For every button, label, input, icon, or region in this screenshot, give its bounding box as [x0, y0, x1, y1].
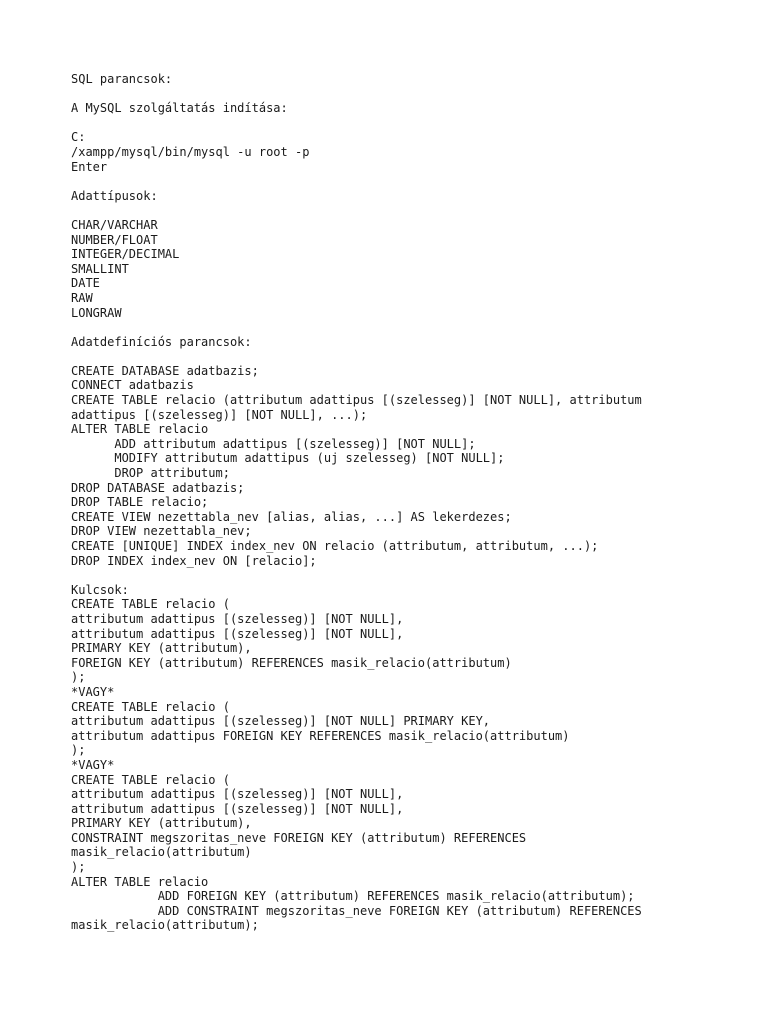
doc-line: CREATE TABLE relacio ( — [71, 699, 230, 714]
doc-line: DROP attributum; — [71, 466, 230, 481]
doc-line: *VAGY* — [71, 684, 115, 699]
doc-line: DROP DATABASE adatbazis; — [71, 480, 245, 495]
doc-line: CHAR/VARCHAR — [71, 217, 158, 232]
doc-line — [71, 349, 751, 364]
doc-line — [71, 87, 751, 102]
doc-line: CONSTRAINT megszoritas_neve FOREIGN KEY (attributum) REFERENCES — [71, 830, 527, 845]
doc-line — [71, 320, 751, 335]
doc-line: LONGRAW — [71, 305, 122, 320]
doc-line: SMALLINT — [71, 261, 129, 276]
doc-line: masik_relacio(attributum); — [71, 918, 259, 933]
doc-line: Enter — [71, 159, 108, 174]
doc-line: CREATE VIEW nezettabla_nev [alias, alias, ...] AS lekerdezes; — [71, 509, 512, 524]
doc-line: ); — [71, 743, 86, 758]
doc-line: DROP TABLE relacio; — [71, 495, 209, 510]
doc-line: *VAGY* — [71, 757, 115, 772]
doc-line: /xampp/mysql/bin/mysql -u root -p — [71, 144, 310, 159]
doc-line: FOREIGN KEY (attributum) REFERENCES masik_relacio(attributum) — [71, 655, 512, 670]
doc-line: ADD FOREIGN KEY (attributum) REFERENCES masik_relacio(attributum); — [71, 889, 635, 904]
doc-line: attributum adattipus FOREIGN KEY REFERENCES masik_relacio(attributum) — [71, 728, 570, 743]
doc-line — [71, 116, 751, 131]
doc-line: attributum adattipus [(szelesseg)] [NOT NULL], — [71, 611, 404, 626]
doc-line: CREATE TABLE relacio ( — [71, 597, 230, 612]
doc-line: DATE — [71, 276, 100, 291]
doc-line — [71, 174, 751, 189]
doc-line: C: — [71, 130, 86, 145]
doc-line: PRIMARY KEY (attributum), — [71, 816, 252, 831]
doc-line: attributum adattipus [(szelesseg)] [NOT NULL], — [71, 801, 404, 816]
doc-line: CREATE DATABASE adatbazis; — [71, 363, 259, 378]
doc-line: ALTER TABLE relacio — [71, 422, 209, 437]
doc-line: attributum adattipus [(szelesseg)] [NOT NULL] PRIMARY KEY, — [71, 714, 491, 729]
doc-line: ); — [71, 860, 86, 875]
doc-line: RAW — [71, 290, 93, 305]
doc-line: ALTER TABLE relacio — [71, 874, 209, 889]
doc-line: masik_relacio(attributum) — [71, 845, 252, 860]
doc-line — [71, 203, 751, 218]
doc-line: PRIMARY KEY (attributum), — [71, 641, 252, 656]
doc-line: SQL parancsok: — [71, 72, 173, 86]
doc-line: DROP INDEX index_nev ON [relacio]; — [71, 553, 317, 568]
doc-line: INTEGER/DECIMAL — [71, 247, 180, 262]
doc-line: Kulcsok: — [71, 582, 129, 597]
doc-line: attributum adattipus [(szelesseg)] [NOT NULL], — [71, 787, 404, 802]
doc-line: Adatdefiníciós parancsok: — [71, 334, 252, 349]
doc-line: CREATE TABLE relacio ( — [71, 772, 230, 787]
doc-line: ADD attributum adattipus [(szelesseg)] [NOT NULL]; — [71, 436, 476, 451]
doc-line: attributum adattipus [(szelesseg)] [NOT NULL], — [71, 626, 404, 641]
doc-line: ); — [71, 670, 86, 685]
doc-line: A MySQL szolgáltatás indítása: — [71, 101, 288, 116]
doc-line: ADD CONSTRAINT megszoritas_neve FOREIGN KEY (attributum) REFERENCES — [71, 903, 642, 918]
doc-line: DROP VIEW nezettabla_nev; — [71, 524, 252, 539]
doc-line — [71, 568, 751, 583]
doc-line: CONNECT adatbazis — [71, 378, 194, 393]
doc-line: CREATE TABLE relacio (attributum adattipus [(szelesseg)] [NOT NULL], attributum — [71, 393, 642, 408]
doc-line: MODIFY attributum adattipus (uj szelesseg) [NOT NULL]; — [71, 451, 505, 466]
doc-line: CREATE [UNIQUE] INDEX index_nev ON relacio (attributum, attributum, ...); — [71, 539, 599, 553]
doc-line: Adattípusok: — [71, 188, 158, 203]
doc-line: adattipus [(szelesseg)] [NOT NULL], ...); — [71, 407, 368, 422]
document-page — [71, 72, 751, 933]
doc-line: NUMBER/FLOAT — [71, 232, 158, 247]
